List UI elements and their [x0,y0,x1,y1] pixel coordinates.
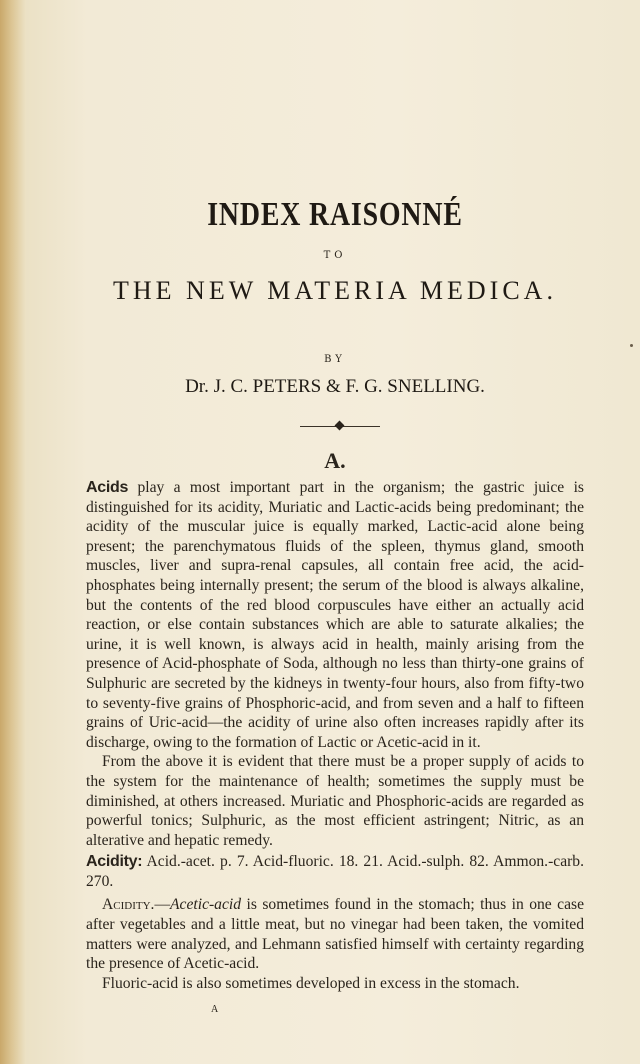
entry-text: Fluoric-acid is also sometimes developed in excess in the stomach. [102,974,520,992]
signature-mark: A [211,1004,219,1015]
by-label: BY [324,354,346,365]
body-text [86,478,584,993]
page-subtitle: THE NEW MATERIA MEDICA. [113,276,557,305]
em-dash: — [154,896,171,914]
paragraph-acids [86,478,584,752]
section-letter: A. [324,448,346,473]
entry-text: Acid.-acet. p. 7. Acid-fluoric. 18. 21. Acid.-sulph. 82. Ammon.-carb. 270. [86,853,584,890]
to-label: TO [323,250,347,261]
paper-speck [630,344,633,347]
paragraph-acidity-detail [86,895,584,973]
paragraph-fluoric [86,974,584,994]
entry-text: play a most important part in the organism; the gastric juice is distinguished for its acidity, Muriatic and Lactic-acids being predominant; the acidity of the muscular juice is equally marked, Lactic-acid alone being present; the parenchymatous fluids of the spleen, thymus gland, smooth muscles, liver and supra-renal capsules, all contain free acid, the acid-phosphates being internally present; the serum of the blood is always alkaline, but the contents of the red blood corpuscules have either an actually acid reaction, or else contain substances which are able to saturate alkalies; the urine, it is well known, is always acid in health, mainly arising from the presence of Acid-phosphate of Soda, although no less than thirty-one grains of Sulphuric are secreted by the kidneys in twenty-four hours, also from fifty-two to seventy-five grains of Phosphoric-acid, and from seven and a half to fifteen grains of Uric-acid—the acidity of urine also often increases rapidly after its discharge, owing to the formation of Lactic or Acetic-acid in it. [86,479,584,751]
book-spine-edge [0,0,26,1064]
paragraph-acidity [86,852,584,891]
entry-text: is sometimes found in the stomach; thus in one case after vegetables and a little meat, but no vinegar had been taken, the vomited matters were analyzed, and Lehmann satisfied himself with certainty regarding the presence of Acetic-acid. [86,896,584,973]
diamond-ornament-icon [335,421,345,431]
entry-text: From the above it is evident that there must be a proper supply of acids to the system for the maintenance of health; sometimes the supply must be diminished, at others increased. Muriatic and Phosphoric-acids are regarded as powerful tonics; Sulphuric, as the most efficient astringent; Nitric, as an alterative and hepatic remedy. [86,753,584,849]
entry-heading: Acidity: [86,853,143,871]
page-title: INDEX RAISONNÉ [207,196,463,233]
authors-line: Dr. J. C. PETERS & F. G. SNELLING. [185,376,485,397]
book-page [26,0,640,1064]
paragraph-from [86,752,584,850]
entry-italic: Acetic-acid [170,896,242,914]
entry-heading: Acids [86,479,129,496]
entry-heading: Acidity. [102,896,155,914]
